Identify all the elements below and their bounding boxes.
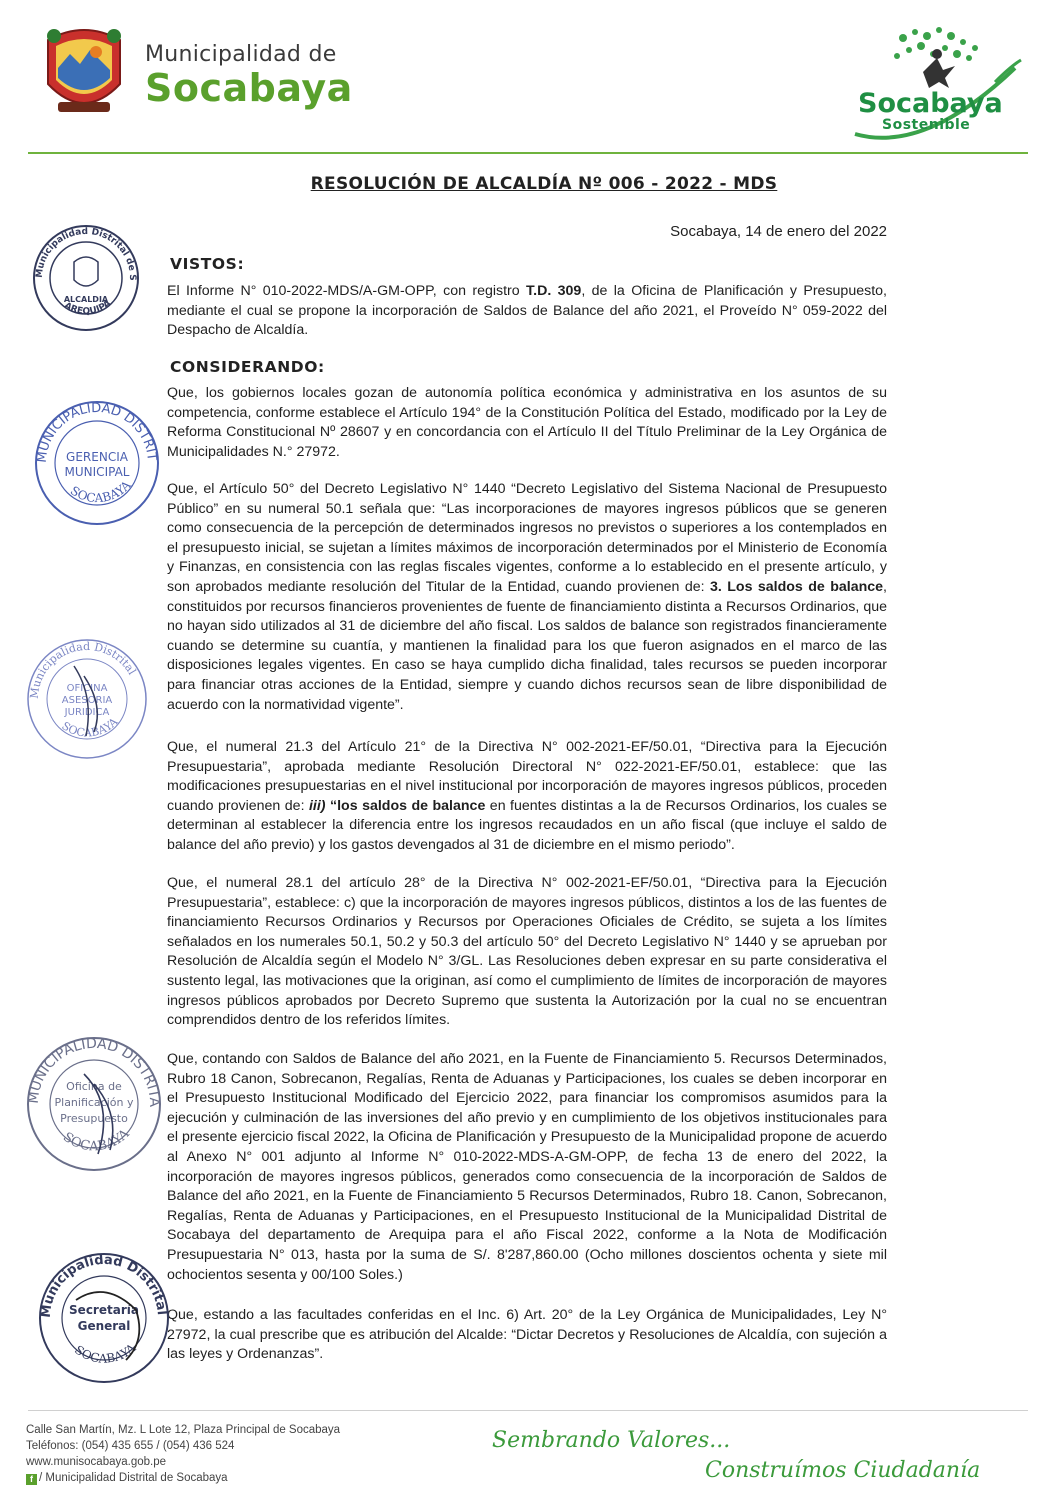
svg-text:Presupuesto: Presupuesto — [60, 1112, 128, 1125]
resolution-title: RESOLUCIÓN DE ALCALDÍA Nº 006 - 2022 - MDS — [310, 174, 778, 194]
svg-text:ALCALDIA: ALCALDIA — [63, 295, 109, 304]
svg-text:MUNICIPAL: MUNICIPAL — [64, 465, 130, 479]
svg-text:AREQUIPA: AREQUIPA — [62, 298, 114, 317]
footer-phones: Teléfonos: (054) 435 655 / (054) 436 524 — [26, 1440, 235, 1452]
footer-website[interactable]: www.munisocabaya.gob.pe — [26, 1456, 166, 1468]
asesoria-juridica-stamp — [24, 636, 150, 762]
header-divider — [28, 152, 1028, 154]
considerando-paragraph-2 — [167, 480, 887, 715]
svg-text:Municipalidad Distrital de Soc: Municipalidad Distrital de Socabaya — [26, 215, 138, 281]
vistos-heading: VISTOS: — [170, 255, 245, 273]
logo-subtitle: Sostenible — [882, 117, 971, 133]
alcaldia-stamp — [26, 215, 142, 334]
document-date: Socabaya, 14 de enero del 2022 — [670, 223, 887, 240]
emphasis-text: iii) — [308, 797, 326, 814]
vistos-text: El Informe N° 010-2022-MDS/A-GM-OPP, con registro — [167, 283, 527, 299]
footer-address: Calle San Martín, Mz. L Lote 12, Plaza Principal de Socabaya — [26, 1424, 341, 1436]
logo-name: Socabaya — [858, 88, 1003, 119]
considerando-paragraph-5: Que, contando con Saldos de Balance del año 2021, en la Fuente de Financiamiento 5. Recursos Determinados, Rubro 18 Canon, Sobrecanon, Regalías, Renta de Aduanas y Participaciones, los cuales se deben incorporar en el Presupuesto Institucional Modificado del Ejercicio 2022, para financiar los compromisos asumidos para la ejecución y culminación de las inversiones del año previo y en cumplimiento de los objetivos institucionales para el presente ejercicio fiscal 2022, la Oficina de Planificación y Presupuesto de la Municipalidad propone de acuerdo al Anexo N° 001 adjunto al Informe N° 010-2022-MDS-A-GM-OPP, de fecha 13 de enero del 2022, la incorporación de mayores ingresos públicos, generados como consecuencia de la incorporación de Saldos de Balance del año 2021, en la Fuente de Financiamiento 5 Recursos Determinados, Rubro 18. Canon, Sobrecanon, Regalías, Renta de Aduanas y Participaciones, en el Presupuesto Institucional de la Municipalidad Distrital de Socabaya del departamento de Arequipa para el año Fiscal 2022, conforme a la Nota de Modificación Presupuestaria N° 013, hasta por la suma de S/. 8'287,860.00 (Ocho millones doscientos ochenta y siete mil ochocientos sesenta y 00/100 Soles.) — [167, 1051, 887, 1283]
svg-text:Planificación y: Planificación y — [54, 1096, 134, 1109]
municipal-crest-logo — [40, 22, 128, 122]
svg-text:Municipalidad Distrital de: Municipalidad Distrital de — [31, 1239, 170, 1320]
footer-slogan-2: Construímos Ciudadanía — [705, 1458, 981, 1483]
svg-text:SOCABAYA: SOCABAYA — [72, 1340, 139, 1366]
municipality-name: Socabaya — [145, 66, 353, 110]
svg-text:GERENCIA: GERENCIA — [66, 450, 128, 464]
planificacion-presupuesto-stamp — [20, 1022, 164, 1174]
registry-number: T.D. 309 — [526, 283, 582, 299]
gerencia-municipal-stamp — [27, 387, 162, 528]
svg-text:General: General — [77, 1319, 131, 1333]
emphasis-text: “los saldos de balance — [325, 797, 486, 814]
paragraph-text: en fuentes distintas a la de Recursos Ordinarios, los cuales se determinan al establecer la diferencia entre los ingresos recaudados en un año fiscal (que incluye el saldo de balance del año previo) y los gastos devengados al 31 de diciembre en el mismo periodo”. — [167, 797, 887, 853]
paragraph-text: Que, el numeral 21.3 del Artículo 21° de la Directiva N° 002-2021-EF/50.01, “Directiva para la Ejecución Presupuestaria”, aprobada mediante Resolución Directoral N° 022-2021-EF/50.01, establece: que las modificaciones presupuestarias en el nivel institucional por incorporación de mayores ingresos públicos, proceden cuando provienen de: — [167, 739, 887, 814]
secretaria-general-stamp — [31, 1239, 172, 1386]
vistos-paragraph — [167, 282, 887, 341]
facebook-icon: f — [26, 1474, 37, 1485]
considerando-paragraph-6: Que, estando a las facultades conferidas en el Inc. 6) Art. 20° de la Ley Orgánica de Municipalidades, Ley N° 27972, la cual prescribe que es atribución del Alcalde: “Dictar Decretos y Resoluciones de Alcaldía, con sujeción a las leyes y Ordenanzas”. — [167, 1307, 887, 1363]
svg-text:MUNICIPALIDAD DISTRITAL: MUNICIPALIDAD DISTRITAL — [27, 387, 159, 464]
facebook-label: / Municipalidad Distrital de Socabaya — [39, 1472, 228, 1484]
svg-text:MUNICIPALIDAD DISTRITAL: MUNICIPALIDAD DISTRITAL — [20, 1022, 163, 1108]
paragraph-text: Que, el Artículo 50° del Decreto Legislativo N° 1440 “Decreto Legislativo del Sistema Nacional de Presupuesto Público” en su numeral 50.1 señala que: “Las incorporaciones de mayores ingresos públicos que se generen como consecuencia de la percepción de determinados ingresos no previstos o superiores a los contemplados en el presupuesto inicial, se sujetan a límites máximos de incorporación determinados por el Ministerio de Economía y Finanzas, en consistencia con las reglas fiscales vigentes, conforme a lo establecido en el presente artículo, y son aprobados mediante resolución del Titular de la Entidad, cuando provienen de: — [167, 481, 887, 595]
footer-slogan-1: Sembrando Valores... — [492, 1428, 731, 1453]
svg-text:Secretaría: Secretaría — [69, 1303, 139, 1317]
svg-text:OFICINA: OFICINA — [66, 683, 108, 694]
paragraph-text: , constituidos por recursos financieros provenientes de fuente de financiamiento distinta a Recursos Ordinarios, que no hayan sido utilizados al 31 de diciembre del año fiscal. Los saldos de balance son registrados financieramente cuando se determine su cuantía, y mantienen la finalidad para los que fueron asignados en el marco de las disposiciones legales vigentes. En caso se haya cumplido dicha finalidad, tales recursos se pueden incorporar para financiar otras acciones de la Entidad, siempre y cuando dichos recursos sean de libre disponibilidad de acuerdo con la normatividad vigente”. — [167, 578, 887, 713]
emphasis-text: 3. Los saldos de balance — [709, 578, 884, 595]
vistos-text-rest: , de la Oficina de Planificación y Presupuesto, mediante el cual se propone la incorporación de Saldos de Balance del año 2021, el Proveído N° 059-2022 del Despacho de Alcaldía. — [167, 283, 887, 339]
svg-text:Municipalidad Distrital: Municipalidad Distrital — [27, 639, 139, 700]
considerando-paragraph-4: Que, el numeral 28.1 del artículo 28° de la Directiva N° 002-2021-EF/50.01, “Directiva para la Ejecución Presupuestaria”, establece: c) que la incorporación de mayores ingresos públicos, distintos a los de las fuentes de financiamiento Recursos Ordinarios y Recursos por Operaciones Oficiales de Crédito, se sujeta a los límites señalados en los numerales 50.1, 50.2 y 50.3 del artículo 50° del Decreto Legislativo N° 1440 y se aprueban por Resolución de Alcaldía según el Modelo N° 3/GL. Las Resoluciones deben expresar en su parte considerativa el sustento legal, las motivaciones que la originan, así como el cumplimiento de límites de incorporación de mayores ingresos públicos aprobados por Decreto Supremo que sustenta la Autorización por la cual no se encuentran comprendidos dentro de los referidos límites. — [167, 875, 887, 1029]
svg-text:ASESORIA: ASESORIA — [61, 695, 113, 706]
svg-text:JURIDICA: JURIDICA — [64, 707, 110, 718]
footer-divider — [28, 1410, 1028, 1411]
svg-text:SOCABAYA: SOCABAYA — [59, 1126, 133, 1155]
svg-text:SOCABAYA: SOCABAYA — [59, 715, 121, 740]
municipality-label: Municipalidad de — [145, 42, 337, 67]
footer-facebook[interactable] — [26, 1470, 228, 1486]
considerando-paragraph-1: Que, los gobiernos locales gozan de autonomía política económica y administrativa en los asuntos de su competencia, conforme establece el Artículo 194° de la Constitución Política del Estado, modificado por la Ley de Reforma Constitucional Nº 28607 y en concordancia con el Artículo II del Título Preliminar de la Ley Orgánica de Municipalidades N.° 27972. — [167, 385, 887, 460]
svg-text:Oficina de: Oficina de — [66, 1080, 122, 1093]
considerando-paragraph-3 — [167, 738, 887, 856]
considerando-heading: CONSIDERANDO: — [170, 358, 325, 376]
svg-text:SOCABAYA: SOCABAYA — [67, 478, 134, 506]
